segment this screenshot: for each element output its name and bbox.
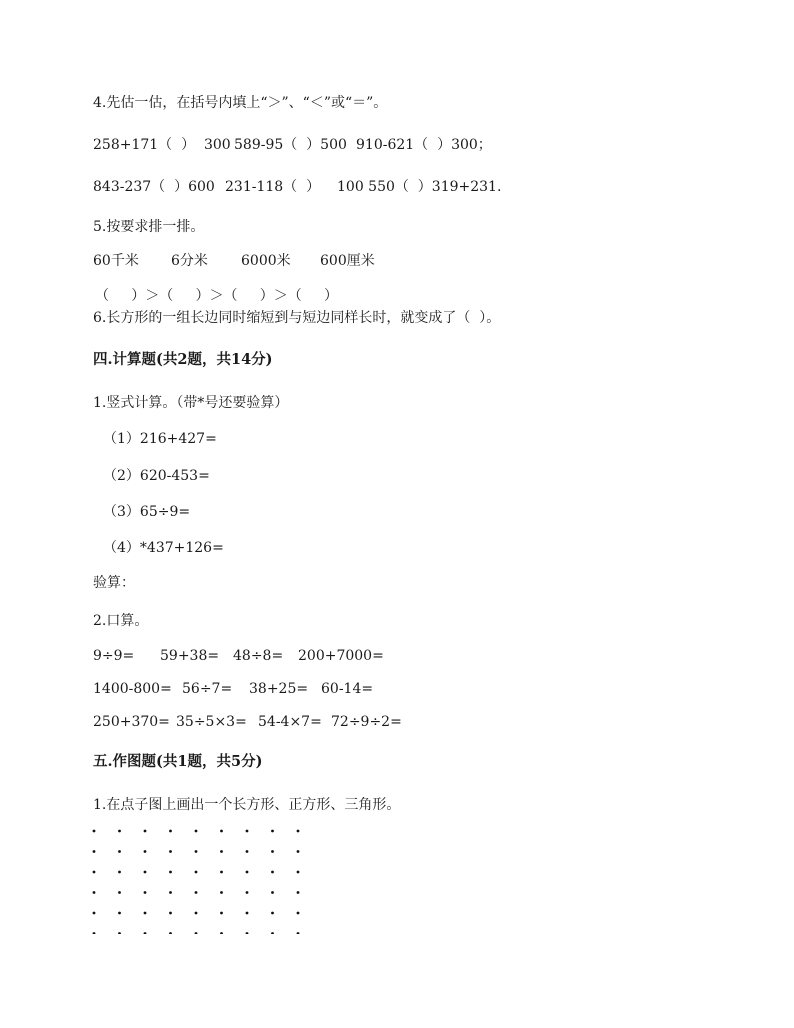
grid-dot[interactable] [118, 830, 121, 833]
grid-dot[interactable] [220, 830, 223, 833]
length-item: 60千米 [93, 253, 139, 269]
vertical-calc-item: （3）65÷9= [103, 504, 191, 520]
grid-dot[interactable] [220, 932, 223, 934]
grid-dot[interactable] [169, 912, 172, 915]
mental-math-item: 38+25= [249, 681, 309, 697]
grid-dot[interactable] [93, 912, 96, 915]
grid-dot[interactable] [246, 871, 249, 874]
grid-dot[interactable] [169, 932, 172, 934]
comparison-item: 231-118（ ） [225, 179, 321, 195]
vertical-calc-item: （4）*437+126= [103, 540, 224, 556]
dot-grid[interactable] [88, 824, 304, 934]
question-5-title: 5.按要求排一排。 [93, 219, 205, 235]
mental-math-item: 60-14= [321, 681, 374, 697]
grid-dot[interactable] [195, 871, 198, 874]
grid-dot[interactable] [220, 871, 223, 874]
grid-dot[interactable] [195, 830, 198, 833]
grid-dot[interactable] [195, 932, 198, 934]
grid-dot[interactable] [93, 830, 96, 833]
section-5-heading: 五.作图题(共1题，共5分) [93, 753, 263, 770]
grid-dot[interactable] [246, 912, 249, 915]
grid-dot[interactable] [144, 871, 147, 874]
grid-dot[interactable] [271, 850, 274, 853]
grid-dot[interactable] [118, 891, 121, 894]
grid-dot[interactable] [118, 912, 121, 915]
grid-dot[interactable] [144, 830, 147, 833]
question-6-title: 6.长方形的一组长边同时缩短到与短边同样长时，就变成了（ ）。 [93, 310, 501, 326]
grid-dot[interactable] [144, 932, 147, 934]
grid-dot[interactable] [118, 932, 121, 934]
grid-dot[interactable] [169, 891, 172, 894]
check-label: 验算： [93, 575, 135, 591]
grid-dot[interactable] [118, 871, 121, 874]
length-item: 600厘米 [320, 253, 375, 269]
grid-dot[interactable] [144, 912, 147, 915]
mental-math-item: 35÷5×3= [176, 714, 247, 730]
mental-math-item: 56÷7= [182, 681, 233, 697]
mental-math-title: 2.口算。 [93, 613, 149, 629]
grid-dot[interactable] [195, 912, 198, 915]
grid-dot[interactable] [169, 871, 172, 874]
mental-math-item: 48÷8= [233, 648, 284, 664]
vertical-calc-item: （2）620-453= [103, 468, 210, 484]
grid-dot[interactable] [297, 932, 300, 934]
grid-dot[interactable] [271, 912, 274, 915]
grid-dot[interactable] [297, 891, 300, 894]
grid-dot[interactable] [195, 850, 198, 853]
drawing-question-title: 1.在点子图上画出一个长方形、正方形、三角形。 [93, 797, 401, 813]
grid-dot[interactable] [297, 871, 300, 874]
grid-dot[interactable] [169, 830, 172, 833]
length-item: 6分米 [171, 253, 208, 269]
mental-math-item: 59+38= [160, 648, 220, 664]
grid-dot[interactable] [246, 850, 249, 853]
grid-dot[interactable] [246, 932, 249, 934]
comparison-item: 589-95（ ）500 [234, 137, 347, 153]
vertical-calc-title: 1.竖式计算。（带*号还要验算） [93, 395, 289, 411]
grid-dot[interactable] [271, 830, 274, 833]
grid-dot[interactable] [220, 912, 223, 915]
mental-math-item: 9÷9= [93, 648, 135, 664]
section-4-heading: 四.计算题(共2题，共14分) [93, 351, 273, 368]
grid-dot[interactable] [271, 871, 274, 874]
grid-dot[interactable] [195, 891, 198, 894]
comparison-item: 100 550（ ）319+231. [337, 179, 502, 195]
grid-dot[interactable] [297, 850, 300, 853]
mental-math-item: 250+370= [93, 714, 170, 730]
mental-math-item: 200+7000= [298, 648, 384, 664]
grid-dot[interactable] [169, 850, 172, 853]
comparison-item: 258+171（ ） 300 [93, 137, 231, 153]
vertical-calc-item: （1）216+427= [103, 431, 217, 447]
length-item: 6000米 [241, 253, 291, 269]
grid-dot[interactable] [297, 830, 300, 833]
mental-math-item: 72÷9÷2= [331, 714, 402, 730]
comparison-item: 910-621（ ）300； [356, 137, 492, 153]
grid-dot[interactable] [246, 830, 249, 833]
ordering-blanks: （ ）＞（ ）＞（ ）＞（ ） [95, 288, 339, 304]
grid-dot[interactable] [220, 850, 223, 853]
grid-dot[interactable] [144, 891, 147, 894]
grid-dot[interactable] [93, 850, 96, 853]
grid-dot[interactable] [220, 891, 223, 894]
grid-dot[interactable] [144, 850, 147, 853]
grid-dot[interactable] [93, 891, 96, 894]
grid-dot[interactable] [271, 932, 274, 934]
mental-math-item: 54-4×7= [258, 714, 322, 730]
grid-dot[interactable] [93, 932, 96, 934]
grid-dot[interactable] [271, 891, 274, 894]
grid-dot[interactable] [297, 912, 300, 915]
grid-dot[interactable] [118, 850, 121, 853]
mental-math-item: 1400-800= [93, 681, 172, 697]
comparison-item: 843-237（ ）600 [93, 179, 215, 195]
grid-dot[interactable] [246, 891, 249, 894]
question-4-title: 4.先估一估，在括号内填上“＞”、“＜”或“＝”。 [93, 95, 388, 111]
grid-dot[interactable] [93, 871, 96, 874]
